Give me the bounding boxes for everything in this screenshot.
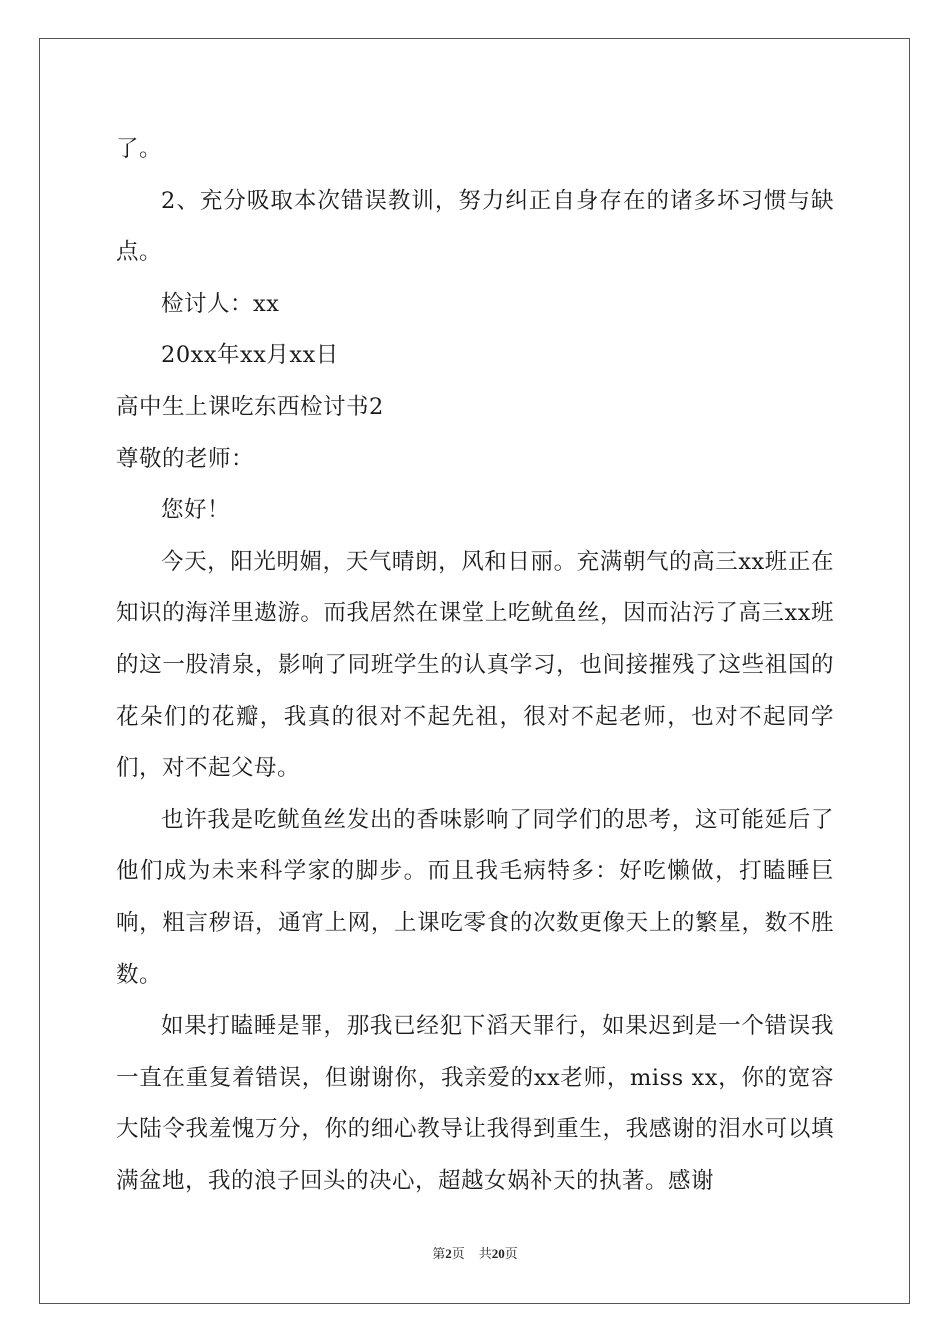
signature-author: 检讨人：xx bbox=[161, 290, 280, 317]
footer-total-prefix: 共 bbox=[478, 1247, 492, 1262]
document-body bbox=[116, 124, 834, 1207]
footer-total-pages: 20 bbox=[491, 1246, 505, 1261]
page-footer bbox=[0, 1243, 950, 1262]
footer-page-number: 2 bbox=[445, 1246, 452, 1261]
footer-page-suffix: 页 bbox=[451, 1247, 465, 1262]
section-title: 高中生上课吃东西检讨书2 bbox=[116, 393, 384, 420]
footer-page-prefix: 第 bbox=[432, 1247, 446, 1262]
paragraph-1: 了。 bbox=[116, 136, 163, 162]
salutation: 尊敬的老师： bbox=[116, 445, 255, 472]
signature-date: 20xx年xx月xx日 bbox=[161, 342, 339, 369]
footer-total-suffix: 页 bbox=[504, 1247, 518, 1262]
paragraph-body-1: 今天，阳光明媚，天气晴朗，风和日丽。充满朝气的高三xx班正在知识的海洋里遨游。而我居然在课堂上吃鱿鱼丝，因而沾污了高三xx班的这一股清泉，影响了同班学生的认真学习，也间接摧残了这些祖国的花朵们的花瓣，我真的很对不起先祖，很对不起老师，也对不起同学们，对不起父母。 bbox=[116, 548, 834, 782]
paragraph-body-3: 如果打瞌睡是罪，那我已经犯下滔天罪行，如果迟到是一个错误我一直在重复着错误，但谢谢你，我亲爱的xx老师，miss xx，你的宽容大陆令我羞愧万分，你的细心教导让我得到重生，我感谢的泪水可以填满盆地，我的浪子回头的决心，超越女娲补天的执著。感谢 bbox=[116, 1013, 834, 1194]
paragraph-2: 2、充分吸取本次错误教训，努力纠正自身存在的诸多坏习惯与缺点。 bbox=[116, 187, 834, 266]
paragraph-body-2: 也许我是吃鱿鱼丝发出的香味影响了同学们的思考，这可能延后了他们成为未来科学家的脚步。而且我毛病特多：好吃懒做，打瞌睡巨响，粗言秽语，通宵上网，上课吃零食的次数更像天上的繁星，数不胜数。 bbox=[116, 806, 834, 988]
greeting: 您好！ bbox=[161, 497, 231, 524]
